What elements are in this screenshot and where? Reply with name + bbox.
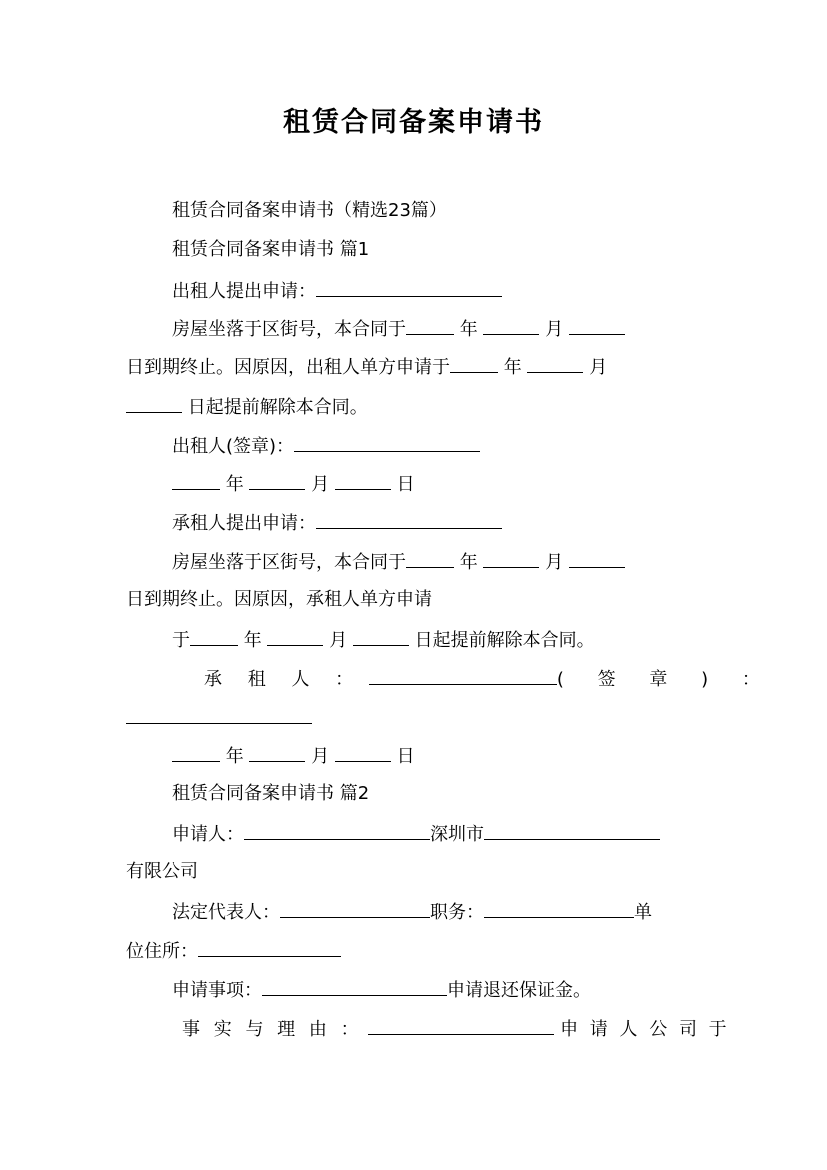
fill-blank[interactable]	[198, 936, 341, 957]
line-text: 深圳市	[430, 824, 484, 845]
year-label: 年	[225, 746, 244, 767]
fill-blank[interactable]	[280, 897, 430, 918]
text-line	[126, 197, 702, 225]
text-line	[126, 703, 702, 731]
month-label: 月	[311, 474, 330, 495]
text-line	[126, 897, 702, 925]
fill-blank[interactable]	[316, 508, 502, 529]
text-line	[126, 975, 702, 1003]
fill-blank[interactable]	[190, 625, 238, 646]
date-line	[126, 741, 702, 769]
text-line	[126, 1014, 730, 1042]
fill-blank[interactable]	[406, 547, 454, 568]
month-label: 月	[589, 357, 608, 378]
text-line	[126, 819, 702, 847]
text-line	[126, 664, 774, 692]
text-line	[126, 547, 702, 575]
fill-blank[interactable]	[483, 547, 539, 568]
text-line	[126, 586, 702, 614]
document-title: 租赁合同备案申请书	[283, 107, 544, 138]
month-label: 月	[545, 552, 564, 573]
text-line	[126, 314, 702, 342]
field-label: 事 实 与 理 由 ：	[182, 1019, 363, 1040]
year-label: 年	[503, 357, 522, 378]
line-text: 单	[634, 902, 652, 923]
field-label: 承租人提出申请：	[172, 513, 316, 534]
line-text: 租赁合同备案申请书（精选23篇）	[172, 200, 447, 221]
fill-blank[interactable]	[483, 314, 539, 335]
text-line	[126, 431, 702, 459]
text-line	[126, 780, 702, 808]
text-line	[126, 352, 702, 380]
day-label: 日	[396, 746, 415, 767]
text-line	[126, 936, 702, 964]
field-label: ( 签 章 ) ：	[556, 669, 774, 690]
text-line	[126, 236, 702, 264]
fill-blank[interactable]	[262, 975, 447, 996]
year-label: 年	[459, 552, 478, 573]
month-label: 月	[545, 319, 564, 340]
year-label: 年	[225, 474, 244, 495]
line-text: 房屋坐落于区街号，本合同于	[172, 319, 406, 340]
line-text: 日起提前解除本合同。	[187, 397, 368, 418]
fill-blank[interactable]	[569, 547, 625, 568]
text-line	[126, 625, 702, 653]
year-label: 年	[243, 630, 262, 651]
fill-blank[interactable]	[484, 819, 660, 840]
field-label: 法定代表人：	[172, 902, 280, 923]
month-label: 月	[311, 746, 330, 767]
fill-blank[interactable]	[335, 741, 391, 762]
line-text: 有限公司	[126, 861, 198, 882]
fill-blank[interactable]	[369, 664, 557, 685]
fill-blank[interactable]	[569, 314, 625, 335]
line-text: 日起提前解除本合同。	[414, 630, 595, 651]
fill-blank[interactable]	[267, 625, 323, 646]
date-line	[126, 469, 702, 497]
year-label: 年	[459, 319, 478, 340]
text-line	[126, 276, 702, 304]
field-label: 职务：	[430, 902, 484, 923]
fill-blank[interactable]	[294, 431, 480, 452]
fill-blank[interactable]	[335, 469, 391, 490]
line-text: 申请退还保证金。	[447, 980, 591, 1001]
fill-blank[interactable]	[126, 392, 182, 413]
text-line	[126, 858, 702, 886]
fill-blank[interactable]	[450, 352, 498, 373]
line-text: 房屋坐落于区街号，本合同于	[172, 552, 406, 573]
line-text: 申 请 人 公 司 于	[560, 1019, 730, 1040]
fill-blank[interactable]	[249, 741, 305, 762]
fill-blank[interactable]	[172, 469, 220, 490]
day-label: 日	[396, 474, 415, 495]
line-text: 于	[172, 630, 190, 651]
section-heading: 租赁合同备案申请书 篇2	[172, 783, 370, 804]
field-label: 申请事项：	[172, 980, 262, 1001]
fill-blank[interactable]	[406, 314, 454, 335]
fill-blank[interactable]	[244, 819, 430, 840]
fill-blank[interactable]	[484, 897, 634, 918]
field-label: 申请人：	[172, 824, 244, 845]
line-text: 日到期终止。因原因，承租人单方申请	[126, 589, 432, 610]
field-label: 位住所：	[126, 941, 198, 962]
fill-blank[interactable]	[172, 741, 220, 762]
line-text: 日到期终止。因原因，出租人单方申请于	[126, 357, 450, 378]
fill-blank[interactable]	[316, 276, 502, 297]
fill-blank[interactable]	[249, 469, 305, 490]
field-label: 出租人(签章)：	[172, 436, 295, 457]
month-label: 月	[329, 630, 348, 651]
field-label: 承 租 人 ：	[204, 669, 364, 690]
fill-blank[interactable]	[353, 625, 409, 646]
section-heading: 租赁合同备案申请书 篇1	[172, 239, 370, 260]
fill-blank[interactable]	[527, 352, 583, 373]
field-label: 出租人提出申请：	[172, 281, 316, 302]
fill-blank[interactable]	[368, 1014, 554, 1035]
text-line	[126, 392, 702, 420]
text-line	[126, 508, 702, 536]
fill-blank[interactable]	[126, 703, 312, 724]
